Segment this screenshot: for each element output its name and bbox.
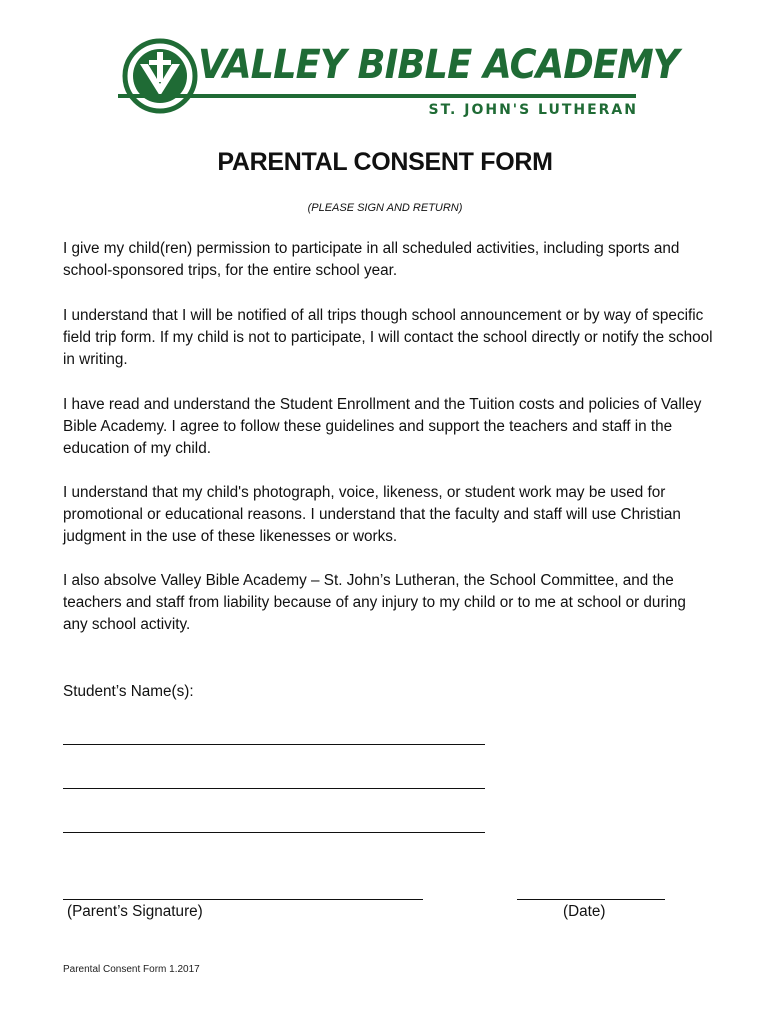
page-title: PARENTAL CONSENT FORM	[217, 148, 553, 176]
students-name-label: Student’s Name(s):	[63, 683, 194, 700]
page-subtitle: (PLEASE SIGN AND RETURN)	[307, 202, 463, 214]
school-logo	[118, 36, 679, 120]
logo-subtitle: ST. JOHN'S LUTHERAN	[428, 102, 638, 118]
student-name-line-3[interactable]	[63, 832, 485, 833]
page-footer: Parental Consent Form 1.2017	[63, 964, 200, 975]
student-name-line-2[interactable]	[63, 788, 485, 789]
consent-paragraph-policies: I have read and understand the Student Enrollment and the Tuition costs and policies of Valley Bible Academy. I agree to follow these guidelines and support the teachers and staff in the education of my child.	[63, 396, 702, 457]
student-name-line-1[interactable]	[63, 744, 485, 745]
consent-paragraph-trips: I understand that I will be notified of all trips though school announcement or by way of specific field trip form. If my child is not to participate, I will contact the school directly or notify the school in writing.	[63, 307, 713, 368]
parent-signature-line[interactable]	[63, 899, 423, 900]
date-line[interactable]	[517, 899, 665, 900]
logo-wordmark: VALLEY BIBLE ACADEMY	[198, 42, 679, 88]
consent-paragraph-activities: I give my child(ren) permission to participate in all scheduled activities, including sports and school-sponsored trips, for the entire school year.	[63, 240, 680, 279]
cross-emblem-icon	[122, 38, 198, 114]
consent-paragraph-liability: I also absolve Valley Bible Academy – St. John’s Lutheran, the School Committee, and the teachers and staff from liability because of any injury to my child or to me at school or during any school activity.	[63, 572, 686, 633]
parent-signature-label: (Parent’s Signature)	[67, 903, 203, 920]
consent-paragraph-media: I understand that my child's photograph, voice, likeness, or student work may be used for promotional or educational reasons. I understand that the faculty and staff will use Christian judgment in the use of these likenesses or works.	[63, 484, 681, 545]
date-label: (Date)	[563, 903, 606, 920]
logo-underline	[118, 94, 636, 98]
